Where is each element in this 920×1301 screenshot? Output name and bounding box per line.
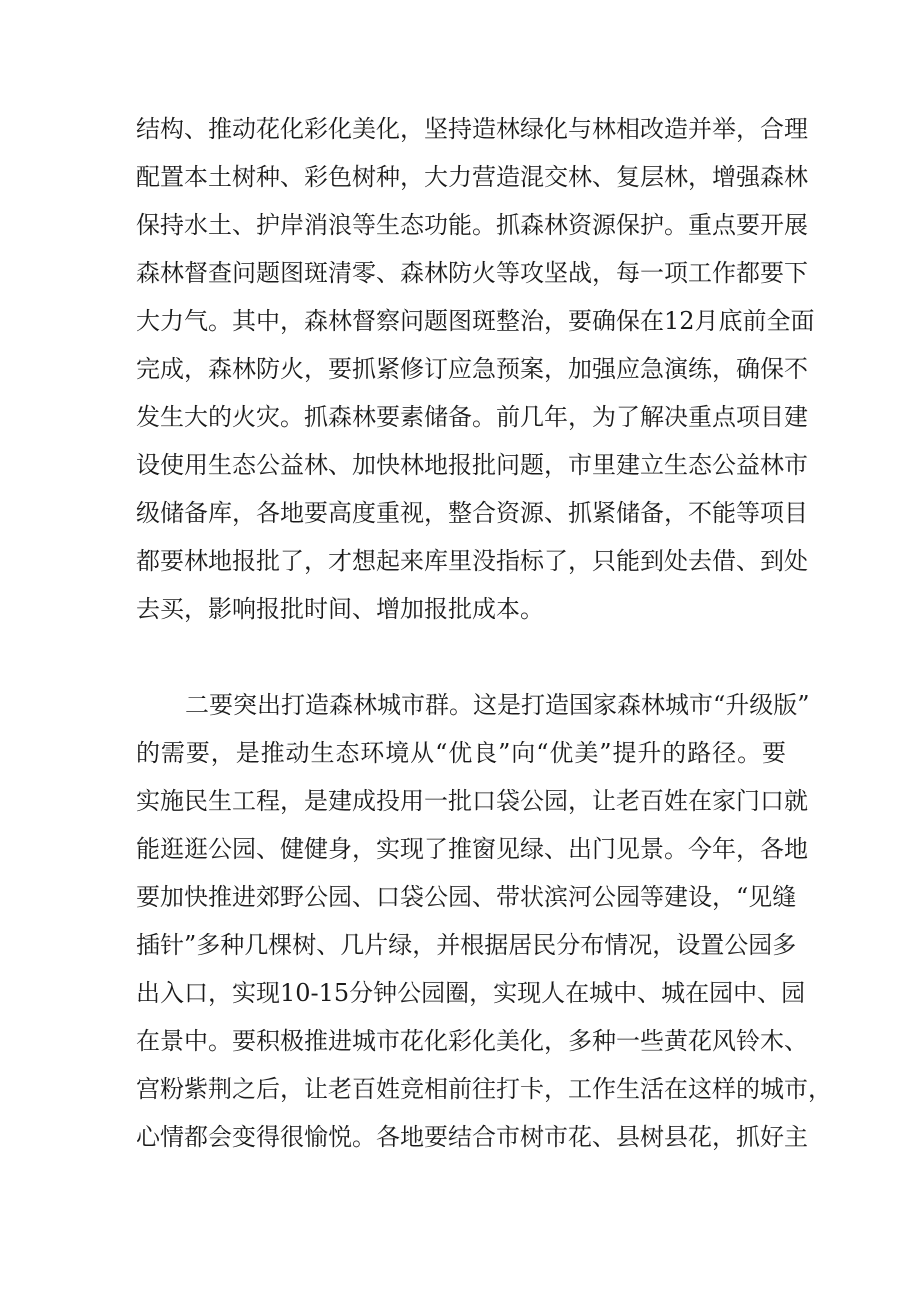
text-line: 完成，森林防火，要抓紧修订应急预案，加强应急演练，确保不 [136,355,808,383]
text-line: 出入口，实现10-15分钟公园圈，实现人在城中、城在园中、园 [136,979,806,1007]
text-line: 插针”多种几棵树、几片绿，并根据居民分布情况，设置公园多 [136,931,797,959]
text-line: 在景中。要积极推进城市花化彩化美化，多种一些黄花风铃木、 [136,1027,808,1055]
text-line: 级储备库，各地要高度重视，整合资源、抓紧储备，不能等项目 [136,499,808,527]
text-line: 结构、推动花化彩化美化，坚持造林绿化与林相改造并举，合理 [136,115,808,143]
text-line: 要加快推进郊野公园、口袋公园、带状滨河公园等建设，“见缝 [136,883,797,911]
text-line: 森林督查问题图斑清零、森林防火等攻坚战，每一项工作都要下 [136,259,808,287]
text-line: 设使用生态公益林、加快林地报批问题，市里建立生态公益林市 [136,451,808,479]
text-line: 大力气。其中，森林督察问题图斑整治，要确保在12月底前全面 [136,307,815,335]
text-line: 配置本土树种、彩色树种，大力营造混交林、复层林，增强森林 [136,163,808,191]
text-line: 二要突出打造森林城市群。这是打造国家森林城市“升级版” [185,691,810,719]
text-line: 能逛逛公园、健健身，实现了推窗见绿、出门见景。今年，各地 [136,835,808,863]
text-line: 实施民生工程，是建成投用一批口袋公园，让老百姓在家门口就 [136,787,808,815]
text-line: 宫粉紫荆之后，让老百姓竞相前往打卡，工作生活在这样的城市， [136,1075,832,1103]
text-line: 去买，影响报批时间、增加报批成本。 [136,595,544,623]
text-line: 的需要，是推动生态环境从“优良”向“优美”提升的路径。要 [136,739,786,767]
text-line: 心情都会变得很愉悦。各地要结合市树市花、县树县花，抓好主 [136,1123,808,1151]
text-line: 保持水土、护岸消浪等生态功能。抓森林资源保护。重点要开展 [136,211,808,239]
text-line: 发生大的火灾。抓森林要素储备。前几年，为了解决重点项目建 [136,403,808,431]
text-line: 都要林地报批了，才想起来库里没指标了，只能到处去借、到处 [136,547,808,575]
